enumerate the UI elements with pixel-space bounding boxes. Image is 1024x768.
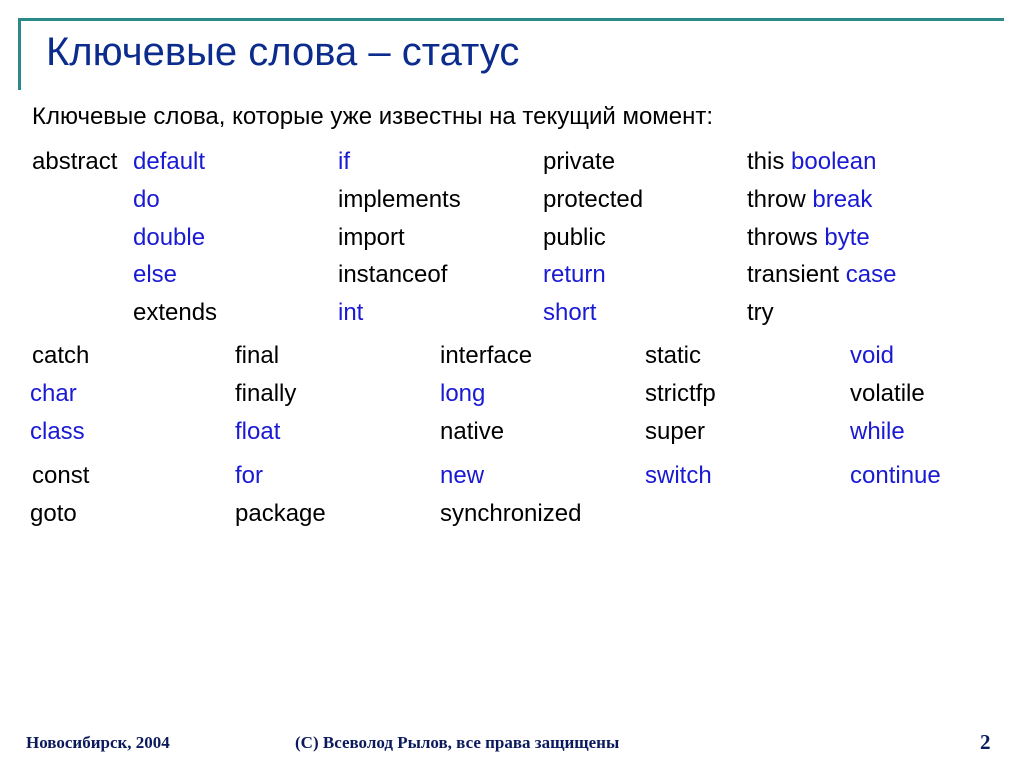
- keyword-catch: catch: [32, 342, 90, 369]
- keyword-strictfp: strictfp: [645, 380, 716, 407]
- keyword-const: const: [32, 462, 90, 489]
- keyword-protected: protected: [543, 186, 644, 213]
- keyword-goto: goto: [30, 500, 77, 527]
- keyword-static: static: [645, 342, 702, 369]
- keyword-return: return: [543, 261, 606, 288]
- keyword-byte: byte: [824, 224, 870, 251]
- keyword-cell-throw: [747, 184, 872, 216]
- keyword-continue: continue: [850, 462, 941, 489]
- keyword-super: super: [645, 418, 706, 445]
- keyword-for: for: [235, 462, 264, 489]
- keyword-private: private: [543, 148, 616, 175]
- keyword-double: double: [133, 224, 206, 251]
- keyword-native: native: [440, 418, 505, 445]
- frame-left-line: [18, 18, 21, 90]
- keyword-default: default: [133, 148, 206, 175]
- slide-title: Ключевые слова – статус: [46, 30, 520, 74]
- keyword-cell-transient: [747, 259, 896, 291]
- keyword-instanceof: instanceof: [338, 261, 448, 288]
- frame-top-line: [18, 18, 1004, 21]
- keyword-volatile: volatile: [850, 380, 925, 407]
- keyword-extends: extends: [133, 299, 218, 326]
- keyword-cell-throws: [747, 222, 870, 254]
- keyword-int: int: [338, 299, 364, 326]
- slide-subtitle: Ключевые слова, которые уже известны на текущий момент:: [32, 103, 714, 130]
- keyword-boolean: boolean: [791, 148, 877, 175]
- keyword-void: void: [850, 342, 895, 369]
- footer-copyright: (C) Всеволод Рылов, все права защищены: [295, 733, 620, 752]
- keyword-interface: interface: [440, 342, 533, 369]
- keyword-throw: throw: [747, 186, 806, 213]
- keyword-char: char: [30, 380, 77, 407]
- page-number: 2: [980, 730, 991, 754]
- keyword-break: break: [812, 186, 873, 213]
- keyword-final: final: [235, 342, 280, 369]
- keyword-cell-this: [747, 146, 876, 178]
- keyword-this: this: [747, 148, 785, 175]
- footer-city-year: Новосибирск, 2004: [26, 733, 170, 752]
- keyword-long: long: [440, 380, 486, 407]
- keyword-else: else: [133, 261, 178, 288]
- keyword-case: case: [845, 261, 897, 288]
- keyword-class: class: [30, 418, 85, 445]
- keyword-implements: implements: [338, 186, 461, 213]
- keyword-while: while: [850, 418, 905, 445]
- keyword-float: float: [235, 418, 281, 445]
- keyword-do: do: [133, 186, 160, 213]
- keyword-new: new: [440, 462, 485, 489]
- keyword-package: package: [235, 500, 326, 527]
- keyword-throws: throws: [747, 224, 818, 251]
- keyword-transient: transient: [747, 261, 840, 288]
- keyword-finally: finally: [235, 380, 297, 407]
- keyword-try: try: [747, 299, 774, 326]
- keyword-switch: switch: [645, 462, 712, 489]
- keyword-public: public: [543, 224, 606, 251]
- keyword-import: import: [338, 224, 405, 251]
- keyword-abstract: abstract: [32, 148, 118, 175]
- keyword-synchronized: synchronized: [440, 500, 582, 527]
- keyword-short: short: [543, 299, 597, 326]
- keyword-if: if: [338, 148, 350, 175]
